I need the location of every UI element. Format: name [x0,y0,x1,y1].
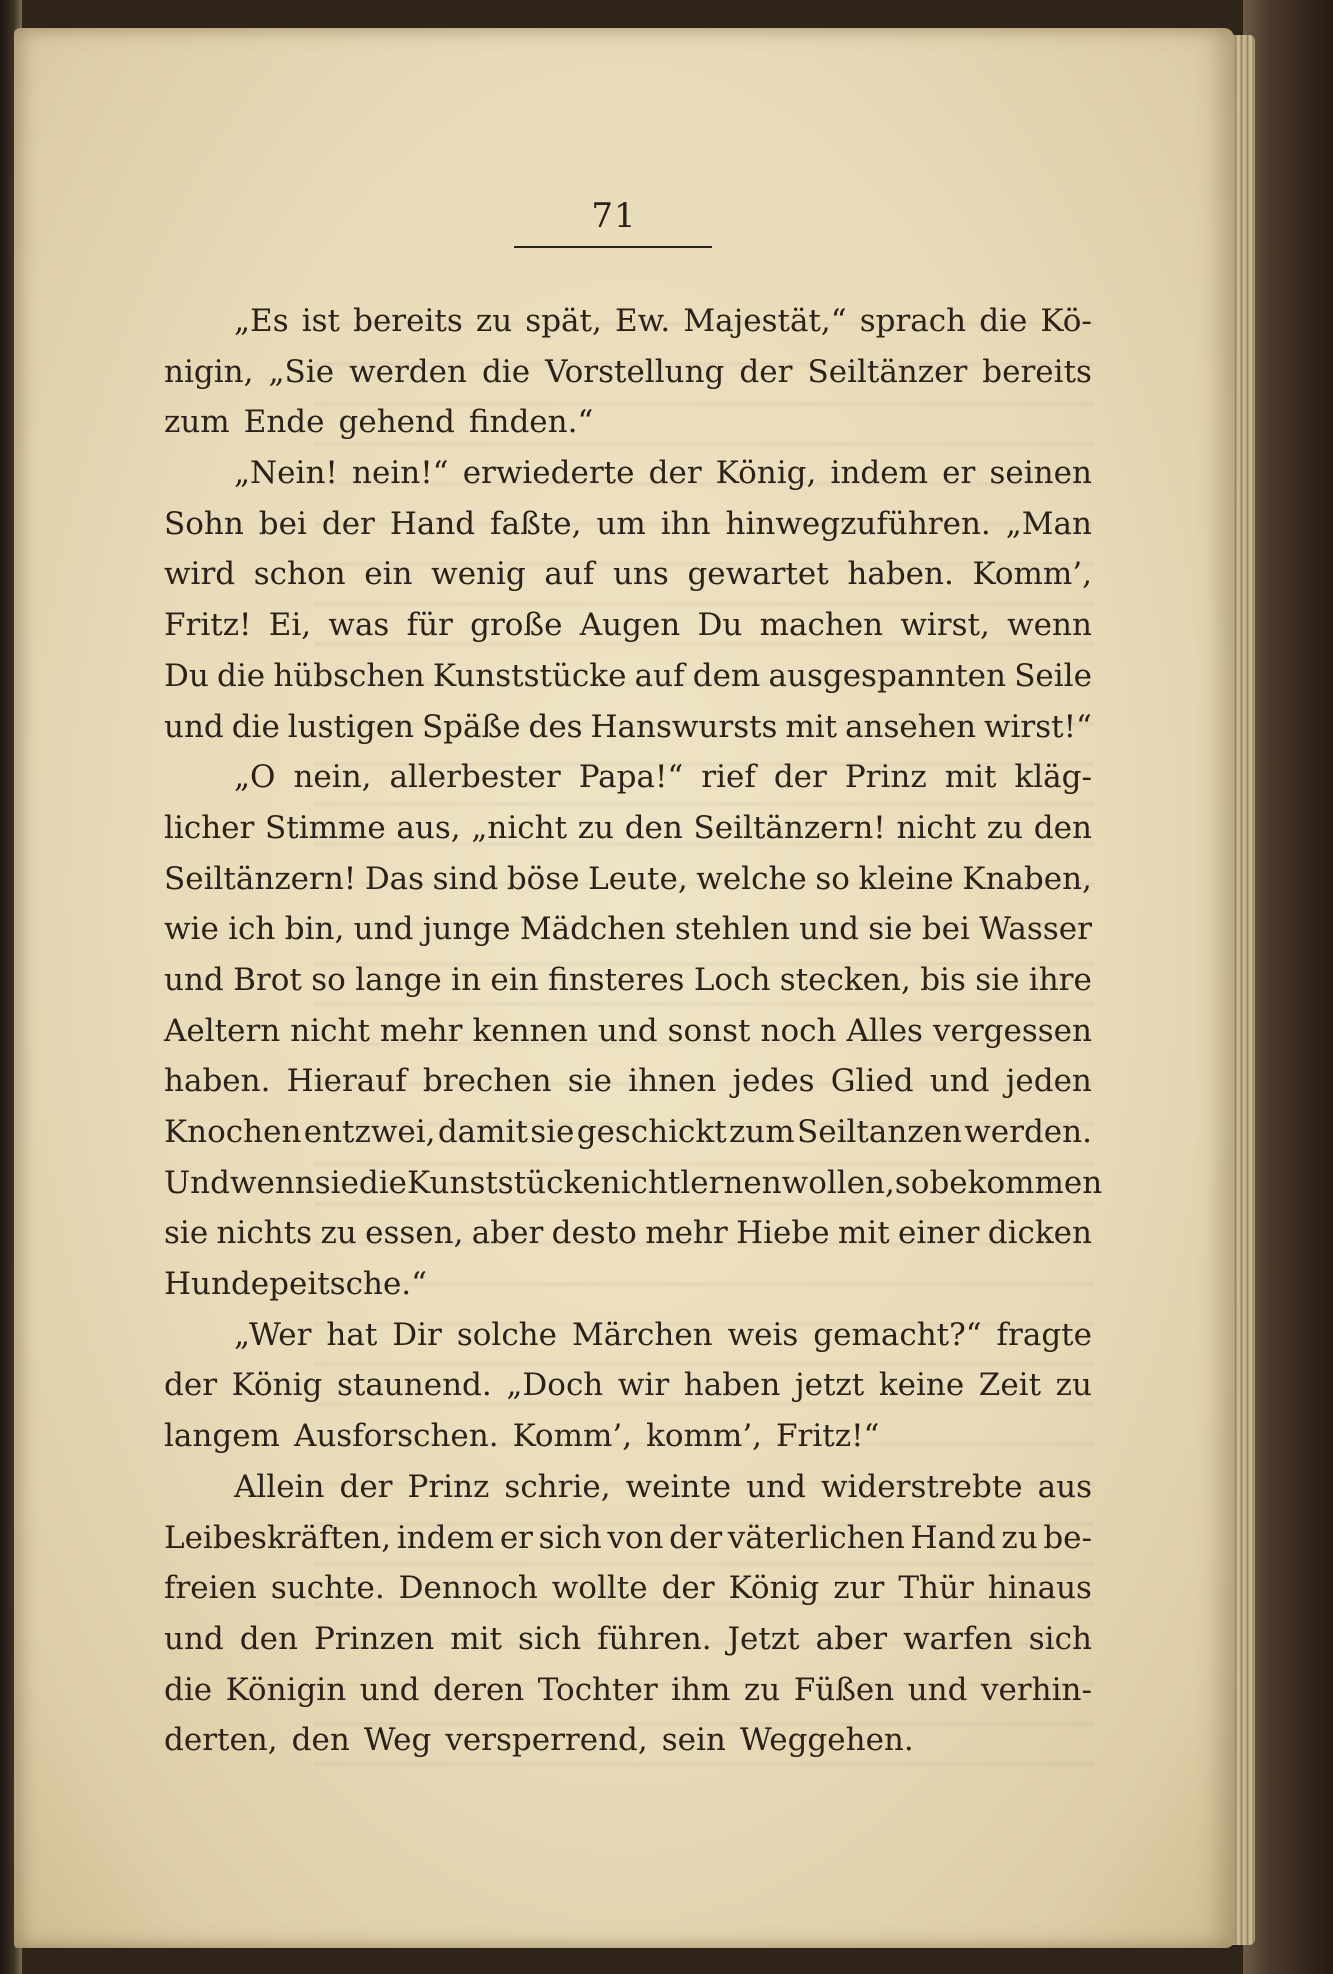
word: sein [661,1722,726,1759]
word: wenn [229,1164,315,1201]
word: seinen [989,455,1092,492]
word: „nicht [471,809,568,846]
word: ist [301,303,340,339]
word: mehr [379,1012,463,1049]
word: schon [253,556,346,593]
word: Jetzt [727,1620,800,1657]
word: so [311,961,346,998]
text-line [164,904,1092,955]
word: Aeltern [164,1012,281,1049]
word: er [499,1519,533,1556]
word: nichts [216,1215,313,1252]
text-line [164,1006,1092,1057]
word: sie [567,1063,612,1100]
word: böse [506,860,580,897]
word: Loch [693,961,771,998]
word: jeden [1005,1063,1092,1100]
word: nicht [290,1012,370,1049]
word: Sohn [164,505,244,542]
word: ausgespannten [768,657,1006,694]
word: Thür [898,1570,974,1607]
word: spät, [525,303,602,339]
word: und [164,708,224,745]
word: essen, [365,1215,464,1252]
word: widerstrebte [820,1468,1023,1505]
word: schrie, [504,1468,611,1505]
word: den [624,809,683,846]
word: zur [833,1570,885,1607]
word: der [648,455,702,492]
word: und [353,911,414,948]
word: Wasser [979,911,1092,948]
text-line [164,1715,1092,1766]
word: den [239,1620,298,1657]
word: zu [320,1215,357,1252]
word: Augen [579,607,681,644]
word: freien [164,1570,257,1607]
word: auf [634,657,685,694]
word: der [339,1468,393,1505]
word: Ende [243,404,325,441]
word: solche [456,1316,557,1353]
word: und [597,1012,658,1049]
text-line [164,955,1092,1006]
word: kennen [472,1012,588,1049]
word: Das [364,860,425,897]
word: und [359,1671,420,1708]
text-line [164,1259,1092,1310]
word: vergessen [932,1012,1092,1049]
word: „Sie [268,353,335,390]
text-line [164,1462,1092,1513]
text-line [164,1411,1092,1462]
word: und [164,961,224,998]
word: machen [759,607,884,644]
word: sie [314,1164,359,1201]
word: ihm [671,1671,731,1708]
word: nicht [600,1164,681,1201]
word: nein, [293,759,372,796]
word: die [231,708,280,745]
text-line [164,1513,1092,1564]
word: versperrend, [445,1722,648,1759]
word: „Es [234,303,289,339]
word: lernen [680,1164,782,1201]
word: hat [326,1316,378,1353]
text-line [164,752,1092,803]
word: führen. [597,1620,712,1657]
word: weis [727,1316,799,1353]
word: werden. [964,1114,1092,1150]
word: ihre [1028,961,1092,998]
word: Komm’, [512,1418,633,1455]
word: fragte [996,1316,1092,1353]
word: große [470,607,563,644]
word: haben. [164,1063,271,1100]
word: Glied [830,1063,914,1100]
text-line [164,1360,1092,1411]
word: Seiltänzern! [164,860,357,897]
word: Hand [389,505,476,542]
text-line [164,854,1092,905]
word: Kö- [1040,303,1092,339]
word: Leute, [588,860,688,897]
word: langem [164,1418,280,1455]
word: Hundepeitsche.“ [164,1266,428,1303]
word: mehr [645,1215,728,1252]
word: in [451,961,482,998]
word: nein!“ [352,455,449,492]
word: zu [1055,1367,1092,1404]
page-number: 71 [591,196,637,236]
word: Knaben, [962,860,1092,897]
word: sich [1028,1620,1092,1657]
word: und [799,911,859,948]
word: Mädchen [519,911,666,948]
word: brechen [422,1063,552,1100]
word: faßte, [490,505,582,542]
book-cover-edge [1243,0,1333,1974]
word: gehend [338,404,455,441]
word: Vorstellung [545,353,725,390]
word: zum [164,404,230,441]
word: und [929,1063,990,1100]
word: bis [920,961,966,998]
word: sonst [667,1012,751,1049]
word: ihnen [628,1063,717,1100]
word: uns [612,556,669,593]
word: hübschen [273,657,425,694]
word: der [321,505,375,542]
word: lange [355,961,442,998]
word: jetzt [794,1367,865,1404]
word: dicken [987,1215,1092,1252]
word: bei [258,505,307,542]
word: den [1033,809,1092,846]
word: „Man [1005,505,1092,542]
text-line [164,1614,1092,1665]
word: bereits [982,353,1092,390]
word: verhin- [980,1671,1092,1708]
word: Du [697,607,743,644]
word: Tochter [537,1671,658,1708]
word: hinaus [987,1570,1092,1607]
word: Ei, [268,607,312,644]
word: Hanswursts [590,708,778,745]
word: bei [921,911,970,948]
word: haben. [847,556,954,593]
word: der [669,1519,723,1556]
text-line [164,1107,1092,1158]
text-line [164,1310,1092,1361]
word: ihn [660,505,711,542]
word: kleine [858,860,954,897]
word: Majestät,“ [683,303,847,339]
word: stehlen [674,911,790,948]
word: mit [837,1215,890,1252]
text-line [164,296,1092,347]
word: deren [432,1671,525,1708]
word: ein [490,961,539,998]
word: Prinz [407,1468,490,1505]
word: welche [696,860,807,897]
word: sind [432,860,499,897]
word: Fritz! [164,607,252,644]
word: ich [228,911,276,948]
word: der [773,759,827,796]
word: Alles [846,1012,923,1049]
word: Kunststücke [432,657,627,694]
word: Seiltanzen [796,1114,962,1150]
word: warfen [903,1620,1013,1657]
word: wirst!“ [983,708,1092,745]
word: Ew. [614,303,671,339]
word: Fritz!“ [776,1418,880,1455]
word: Allein [234,1468,325,1505]
word: zu [986,809,1024,846]
word: die [481,353,531,390]
word: einer [898,1215,980,1252]
word: Kunststücke [407,1164,601,1201]
word: mit [944,759,997,796]
word: Du [164,657,209,694]
word: noch [760,1012,837,1049]
word: sie [530,1114,575,1150]
word: keine [878,1367,965,1404]
word: König, [715,455,817,492]
word: zu [577,809,615,846]
word: wirst, [900,607,990,644]
word: bin, [284,911,345,948]
word: Leibeskräften, [164,1519,392,1556]
word: die [358,1164,408,1201]
word: die [164,1671,213,1708]
word: junge [422,911,511,948]
word: hinwegzuführen. [725,505,991,542]
word: wir [617,1367,670,1404]
word: aus [1037,1468,1092,1505]
word: sie [975,961,1020,998]
word: suchte. [270,1570,385,1607]
word: Prinz [844,759,927,796]
word: weinte [625,1468,732,1505]
word: dem [692,657,761,694]
word: Hiebe [736,1215,830,1252]
word: der [661,1570,715,1607]
word: stecken, [779,961,911,998]
text-line [164,600,1092,651]
word: wie [164,911,219,948]
word: erwiederte [462,455,635,492]
word: komm’, [646,1418,763,1455]
word: Märchen [571,1316,713,1353]
word: desto [551,1215,637,1252]
word: nigin, [164,353,254,390]
word: „Doch [506,1367,604,1404]
text-line [164,1208,1092,1259]
word: Papa!“ [578,759,684,796]
word: mit [450,1620,502,1657]
word: Dir [392,1316,442,1353]
word: Seiltänzer [807,353,968,390]
word: ansehen [845,708,977,745]
word: des [528,708,583,745]
word: für [406,607,453,644]
word: Zeit [978,1367,1042,1404]
word: aber [471,1215,544,1252]
word: zu [1001,1519,1038,1556]
word: sich [538,1519,602,1556]
word: derten, [164,1722,278,1759]
word: finden.“ [468,404,594,441]
text-line [164,549,1092,600]
word: wollte [551,1570,648,1607]
text-line [164,651,1092,702]
word: damit [437,1114,528,1150]
word: väterlichen [727,1519,905,1556]
text-line [164,702,1092,753]
word: Prinzen [313,1620,435,1657]
word: so [894,1164,930,1201]
word: werden [349,353,467,390]
word: finsteres [548,961,685,998]
word: Hand [910,1519,996,1556]
text-line [164,803,1092,854]
word: „Wer [234,1316,312,1353]
body-text [164,296,1103,1766]
word: sprach [859,303,967,339]
text-line [164,397,1092,448]
word: Seile [1014,657,1092,694]
word: wird [164,556,236,593]
word: lustigen [287,708,415,745]
word: Ausforschen. [293,1418,499,1455]
word: auf [544,556,595,593]
word: aus, [396,809,461,846]
word: haben [683,1367,781,1404]
word: wenn [1007,607,1092,644]
word: entzwei, [303,1114,436,1150]
word: zu [743,1671,781,1708]
word: indem [830,455,928,492]
word: Späße [421,708,521,745]
word: der [164,1367,218,1404]
word: mit [785,708,838,745]
word: Füßen [793,1671,895,1708]
word: wollen, [781,1164,895,1201]
word: licher [164,809,255,846]
word: und [746,1468,806,1505]
word: gewartet [687,556,829,593]
word: sie [868,911,913,948]
word: bekommen [929,1164,1103,1201]
book-page [14,28,1234,1948]
word: rief [701,759,756,796]
word: be- [1043,1519,1092,1556]
word: der [739,353,793,390]
word: zum [728,1114,795,1150]
text-line [164,448,1092,499]
word: Seiltänzern! [693,809,886,846]
word: Weg [363,1722,432,1759]
page-number-rule [514,246,712,248]
word: „O [234,759,276,796]
word: von [607,1519,664,1556]
word: um [596,505,646,542]
word: und [907,1671,968,1708]
word: ein [364,556,413,593]
word: er [942,455,976,492]
word: kläg- [1014,759,1092,796]
word: geschickt [576,1114,727,1150]
text-line [164,1665,1092,1716]
text-line [164,347,1092,398]
word: gemacht?“ [813,1316,982,1353]
word: und [164,1620,224,1657]
word: Dennoch [398,1570,538,1607]
word: die [979,303,1028,339]
word: nicht [896,809,977,846]
word: Hierauf [286,1063,407,1100]
word: jedes [732,1063,815,1100]
word: den [291,1722,350,1759]
word: was [328,607,390,644]
word: Weggehen. [739,1722,914,1759]
word: wenig [431,556,526,593]
word: Und [164,1164,230,1201]
word: sich [517,1620,582,1657]
word: Brot [233,961,302,998]
word: Stimme [265,809,386,846]
word: so [815,860,850,897]
word: die [217,657,266,694]
word: König [231,1367,323,1404]
word: „Nein! [234,455,338,492]
word: Königin [225,1671,347,1708]
text-line [164,499,1092,550]
text-line [164,1056,1092,1107]
word: sie [164,1215,209,1252]
word: zu [475,303,513,339]
word: Komm’, [972,556,1092,593]
word: Knochen [164,1114,302,1150]
word: König [728,1570,820,1607]
word: staunend. [336,1367,492,1404]
word: indem [396,1519,495,1556]
text-line [164,1158,1103,1209]
word: aber [815,1620,888,1657]
word: bereits [353,303,463,339]
word: allerbester [389,759,561,796]
text-line [164,1563,1092,1614]
